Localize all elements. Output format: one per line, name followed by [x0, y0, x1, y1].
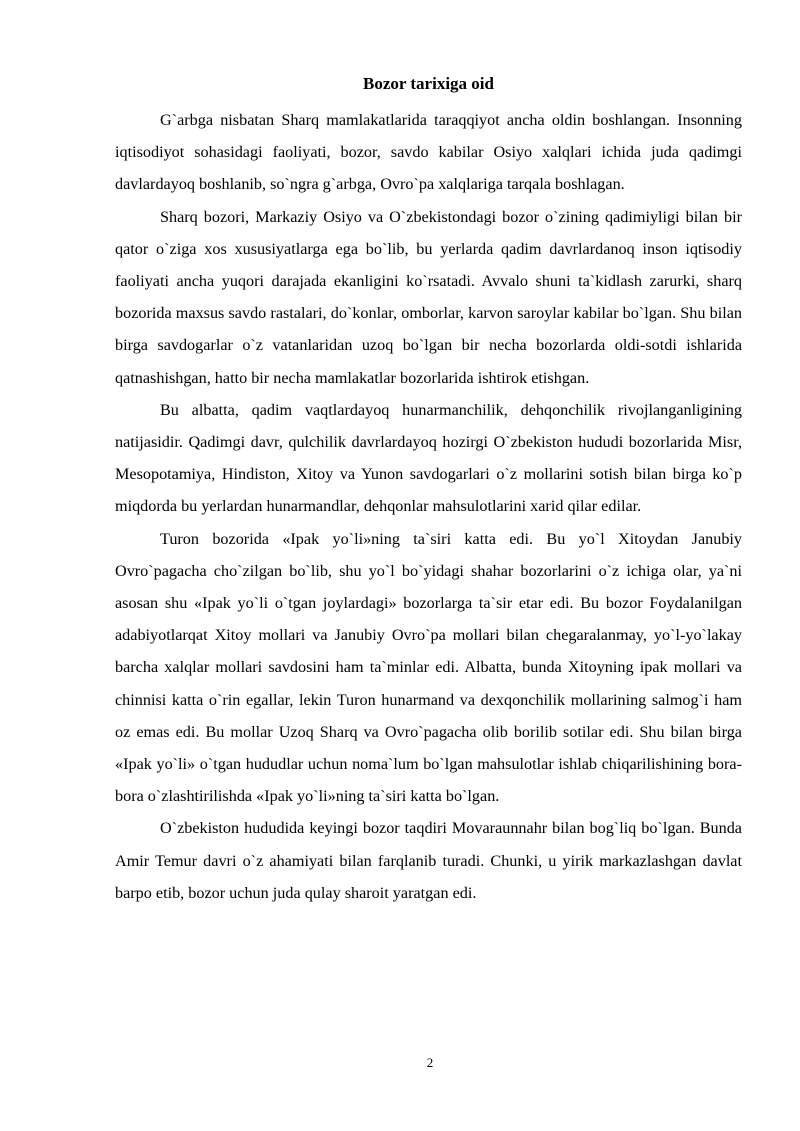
document-title: Bozor tarixiga oid — [363, 74, 494, 93]
paragraph-1: G`arbga nisbatan Sharq mamlakatlarida taraqqiyot ancha oldin boshlangan. Insonning iqtisodiyot sohasidagi faoliyati, bozor, savdo kabilar Osiyo xalqlari ichida juda qadimgi davlardayoq boshlanib, so`ngra g`arbga, Ovro`pa xalqlariga tarqala boshlagan. — [115, 111, 742, 194]
paragraph-2: Sharq bozori, Markaziy Osiyo va O`zbekistondagi bozor o`zining qadimiyligi bilan bir qator o`ziga xos xususiyatlarga ega bo`lib, bu yerlarda qadim davrlardanoq inson iqtisodiy faoliyati ancha yuqori darajada ekanligini ko`rsatadi. Avvalo shuni ta`kidlash zarurki, sharq bozorida maxsus savdo rastalari, do`konlar, omborlar, karvon saroylar kabilar bo`lgan. Shu bilan birga savdogarlar o`z vatanlaridan uzoq bo`lgan bir necha bozorlarda oldi-sotdi ishlarida qatnashishgan, hatto bir necha mamlakatlar bozorlarida ishtirok etishgan. — [115, 207, 742, 387]
paragraph-5: O`zbekiston hududida keyingi bozor taqdiri Movaraunnahr bilan bog`liq bo`lgan. Bunda Amir Temur davri o`z ahamiyati bilan farqlanib turadi. Chunki, u yirik markazlashgan davlat barpo etib, bozor uchun juda qulay sharoit yaratgan edi. — [115, 819, 742, 902]
paragraph-3: Bu albatta, qadim vaqtlardayoq hunarmanchilik, dehqonchilik rivojlanganligining natijasidir. Qadimgi davr, qulchilik davrlardayoq hozirgi O`zbekiston hududi bozorlarida Misr, Mesopotamiya, Hindiston, Xitoy va Yunon savdogarlari o`z mollarini sotish bilan birga ko`p miqdorda bu yerlardan hunarmandlar, dehqonlar mahsulotlarini xarid qilar edilar. — [115, 400, 742, 516]
document-page — [115, 72, 742, 909]
page-number: 2 — [426, 1055, 434, 1070]
paragraph-4: Turon bozorida «Ipak yo`li»ning ta`siri katta edi. Bu yo`l Xitoydan Janubiy Ovro`pagacha cho`zilgan bo`lib, shu yo`l bo`yidagi shahar bozorlarini o`z ichiga olar, ya`ni asosan shu «Ipak yo`li o`tgan joylardagi» bozorlarga ta`sir etar edi. Bu bozor Foydalanilgan adabiyotlarqat Xitoy mollari va Janubiy Ovro`pa mollari bilan chegaralanmay, yo`l-yo`lakay barcha xalqlar mollari savdosini ham ta`minlar edi. Albatta, bunda Xitoyning ipak mollari va chinnisi katta o`rin egallar, lekin Turon hunarmand va dexqonchilik mollarining salmog`i ham oz emas edi. Bu mollar Uzoq Sharq va Ovro`pagacha olib borilib sotilar edi. Shu bilan birga «Ipak yo`li» o`tgan hududlar uchun noma`lum bo`lgan mahsulotlar ishlab chiqarilishining bora-bora o`zlashtirilishda «Ipak yo`li»ning ta`siri katta bo`lgan. — [115, 529, 742, 806]
